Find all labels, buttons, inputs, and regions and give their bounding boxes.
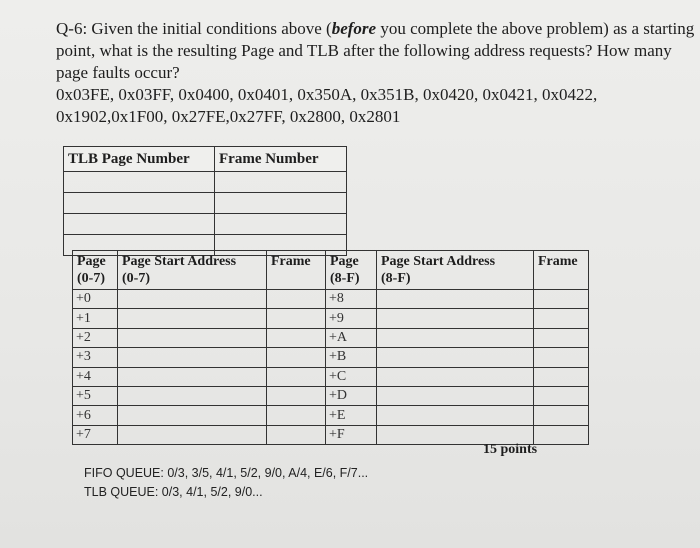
page-table xyxy=(72,250,589,445)
page-table-header xyxy=(73,251,589,290)
page-right-index: +B xyxy=(326,348,377,367)
address-list-line2: 0x1902,0x1F00, 0x27FE,0x27FF, 0x2800, 0x2801 xyxy=(56,107,401,126)
question-suffix: you complete the above problem) as a starting point, what is the resulting Page and TLB after the following address requests? How many page faults occur? xyxy=(56,19,695,82)
tlb-row xyxy=(64,214,347,235)
start-left-cell[interactable] xyxy=(118,309,267,328)
question-prompt xyxy=(56,18,696,84)
start-right-cell[interactable] xyxy=(377,406,534,425)
page-table-row xyxy=(73,328,589,347)
points-label: 15 points xyxy=(483,442,538,457)
page-left-index: +0 xyxy=(73,290,118,309)
tlb-cell[interactable] xyxy=(215,214,347,235)
tlb-table xyxy=(63,146,347,256)
start-left-cell[interactable] xyxy=(118,386,267,405)
page-table-row xyxy=(73,386,589,405)
page-table-row xyxy=(73,406,589,425)
frame-left-cell[interactable] xyxy=(267,348,326,367)
page-table-row xyxy=(73,367,589,386)
tlb-header-page: TLB Page Number xyxy=(64,147,215,172)
page-right-index: +C xyxy=(326,367,377,386)
page-left-index: +4 xyxy=(73,367,118,386)
frame-left-cell[interactable] xyxy=(267,328,326,347)
tlb-queue: TLB QUEUE: 0/3, 4/1, 5/2, 9/0... xyxy=(84,485,263,499)
start-right-cell[interactable] xyxy=(377,367,534,386)
header-frame-left: Frame xyxy=(267,251,326,290)
header-frame-right: Frame xyxy=(534,251,589,290)
tlb-row xyxy=(64,193,347,214)
frame-left-cell[interactable] xyxy=(267,290,326,309)
start-right-cell[interactable] xyxy=(377,386,534,405)
frame-left-cell[interactable] xyxy=(267,367,326,386)
start-left-cell[interactable] xyxy=(118,425,267,444)
page-right-index: +F xyxy=(326,425,377,444)
page-table-row xyxy=(73,309,589,328)
frame-right-cell[interactable] xyxy=(534,425,589,444)
tlb-header-frame: Frame Number xyxy=(215,147,347,172)
frame-right-cell[interactable] xyxy=(534,386,589,405)
header-page-left: Page (0-7) xyxy=(73,251,118,290)
queue-notes xyxy=(84,464,368,502)
page-right-index: +A xyxy=(326,328,377,347)
start-left-cell[interactable] xyxy=(118,290,267,309)
frame-right-cell[interactable] xyxy=(534,290,589,309)
frame-left-cell[interactable] xyxy=(267,406,326,425)
frame-right-cell[interactable] xyxy=(534,367,589,386)
tlb-cell[interactable] xyxy=(215,172,347,193)
page-right-index: +D xyxy=(326,386,377,405)
frame-left-cell[interactable] xyxy=(267,386,326,405)
frame-left-cell[interactable] xyxy=(267,425,326,444)
question-prefix: Q-6: Given the initial conditions above ( xyxy=(56,19,332,38)
start-right-cell[interactable] xyxy=(377,290,534,309)
page-left-index: +6 xyxy=(73,406,118,425)
tlb-cell[interactable] xyxy=(64,172,215,193)
page-right-index: +E xyxy=(326,406,377,425)
header-start-left: Page Start Address (0-7) xyxy=(118,251,267,290)
frame-right-cell[interactable] xyxy=(534,309,589,328)
header-page-right: Page (8-F) xyxy=(326,251,377,290)
start-right-cell[interactable] xyxy=(377,348,534,367)
address-list-line1: 0x03FE, 0x03FF, 0x0400, 0x0401, 0x350A, 0x351B, 0x0420, 0x0421, 0x0422, xyxy=(56,85,598,104)
frame-left-cell[interactable] xyxy=(267,309,326,328)
page-left-index: +1 xyxy=(73,309,118,328)
tlb-cell[interactable] xyxy=(64,193,215,214)
page-left-index: +5 xyxy=(73,386,118,405)
frame-right-cell[interactable] xyxy=(534,406,589,425)
question-text xyxy=(56,18,696,128)
page-right-index: +8 xyxy=(326,290,377,309)
header-start-right: Page Start Address (8-F) xyxy=(377,251,534,290)
start-left-cell[interactable] xyxy=(118,367,267,386)
tlb-row xyxy=(64,172,347,193)
question-emphasis: before xyxy=(331,19,377,38)
page-table-row xyxy=(73,290,589,309)
page-table-row xyxy=(73,348,589,367)
page-right-index: +9 xyxy=(326,309,377,328)
page-left-index: +3 xyxy=(73,348,118,367)
start-left-cell[interactable] xyxy=(118,328,267,347)
fifo-queue: FIFO QUEUE: 0/3, 3/5, 4/1, 5/2, 9/0, A/4, E/6, F/7... xyxy=(84,466,369,480)
start-right-cell[interactable] xyxy=(377,309,534,328)
start-left-cell[interactable] xyxy=(118,406,267,425)
page-left-index: +7 xyxy=(73,425,118,444)
frame-right-cell[interactable] xyxy=(534,348,589,367)
start-left-cell[interactable] xyxy=(118,348,267,367)
start-right-cell[interactable] xyxy=(377,328,534,347)
page-left-index: +2 xyxy=(73,328,118,347)
frame-right-cell[interactable] xyxy=(534,328,589,347)
tlb-cell[interactable] xyxy=(64,214,215,235)
tlb-cell[interactable] xyxy=(215,193,347,214)
